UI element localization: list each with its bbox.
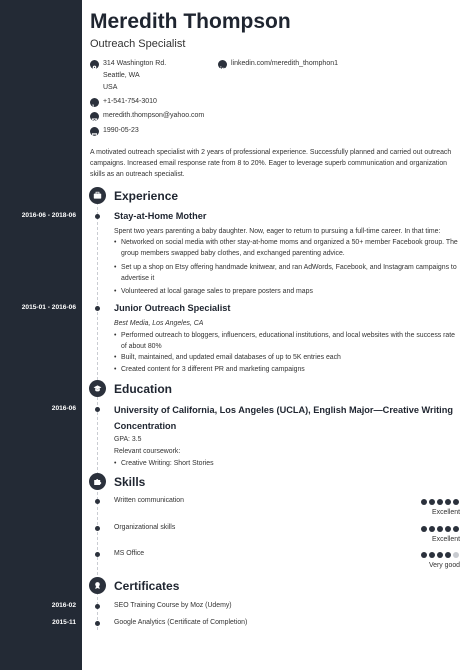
gpa: GPA: 3.5 [114,436,142,443]
coursework-label: Relevant coursework: [114,448,181,455]
certificate-date: 2015-11 [52,619,76,626]
address-line-1: 314 Washington Rd. [103,60,167,67]
skill-level: Excellent [432,509,460,516]
timeline-dot [95,214,100,219]
certificates-heading: Certificates [114,579,180,593]
job-title-item: Stay-at-Home Mother [114,211,207,221]
rating-dot-filled [429,499,435,505]
rating-dot-filled [437,526,443,532]
award-icon [89,577,106,594]
graduation-cap-icon [89,380,106,397]
job-bullet: • Created content for 3 different PR and marketing campaigns [114,364,458,375]
briefcase-icon [89,187,106,204]
job-date: 2015-01 - 2016-06 [21,304,76,311]
rating-dot-filled [437,499,443,505]
skill-name: Organizational skills [114,524,176,531]
rating-dot-filled [453,526,459,532]
rating-dot-filled [445,526,451,532]
job-description: Spent two years parenting a baby daughter. Now, eager to return to pursuing a full-time career. In that time: [114,228,441,235]
job-bullet: • Networked on social media with other stay-at-home moms and organized a 50+ member Facebook group. The group members swapped baby clothes, and exchanged parenting advice. [114,237,458,259]
coursework-item: • Creative Writing: Short Stories [114,458,458,469]
rating-dot-filled [429,552,435,558]
skill-name: MS Office [114,550,145,557]
phone-number[interactable]: +1-541-754-3010 [103,98,157,105]
address-line-2: Seattle, WA [103,72,140,79]
rating-dot-filled [421,552,427,558]
linkedin-icon [218,60,227,69]
linkedin-link[interactable]: linkedin.com/meredith_thomphon1 [231,60,339,67]
rating-dot-filled [453,499,459,505]
rating-dot-filled [421,499,427,505]
timeline-dot [95,604,100,609]
skill-level: Very good [428,562,460,569]
job-bullet: • Volunteered at local garage sales to prepare posters and maps [114,286,458,297]
skills-heading: Skills [114,475,146,489]
calendar-icon [90,127,99,136]
certificate-name: Google Analytics (Certificate of Completion) [114,619,248,626]
rating-dot-filled [429,526,435,532]
job-bullet: • Built, maintained, and updated email databases of up to 5K entries each [114,352,458,363]
email-icon [90,112,99,121]
job-title-item: Junior Outreach Specialist [114,303,231,313]
certificate-name: SEO Training Course by Moz (Udemy) [114,602,232,609]
company-name: Best Media, Los Angeles, CA [114,320,204,327]
candidate-name: Meredith Thompson [90,10,291,33]
timeline-dot [95,407,100,412]
rating-dot-filled [445,499,451,505]
profile-summary: A motivated outreach specialist with 2 years of professional experience. Successfully planned and carried out outreach campaigns. Increased email response rate from 8 to 20%. Eager to leverage superb communication and organization skills as an outreach specialist. [90,149,452,178]
phone-icon [90,98,99,107]
puzzle-icon [89,473,106,490]
skill-level: Excellent [432,536,460,543]
email-address[interactable]: meredith.thompson@yahoo.com [103,112,205,119]
education-date: 2016-06 [51,405,76,412]
education-heading: Education [114,382,173,396]
certificate-date: 2016-02 [51,602,76,609]
skill-name: Written communication [114,497,184,504]
timeline-dot [95,621,100,626]
address-line-3: USA [103,84,118,91]
degree-title: University of California, Los Angeles (UCLA), English Major—Creative Writing Concentration [114,405,453,431]
left-sidebar [0,0,82,670]
timeline-dot [95,552,100,557]
timeline-dot [95,526,100,531]
job-title: Outreach Specialist [90,38,186,50]
rating-dot-empty [453,552,459,558]
rating-dot-filled [445,552,451,558]
rating-dot-filled [421,526,427,532]
birthdate: 1990-05-23 [103,127,139,134]
experience-heading: Experience [114,189,179,203]
rating-dot-filled [437,552,443,558]
map-pin-icon [90,60,99,69]
timeline-dot [95,499,100,504]
job-date: 2016-06 - 2018-06 [21,212,76,219]
job-bullet: • Performed outreach to bloggers, influencers, educational institutions, and local websites with the success rate of about 80% [114,330,458,352]
timeline-dot [95,306,100,311]
job-bullet: • Set up a shop on Etsy offering handmade knitwear, and ran AdWords, Facebook, and Instagram campaigns to advertise it [114,262,458,284]
